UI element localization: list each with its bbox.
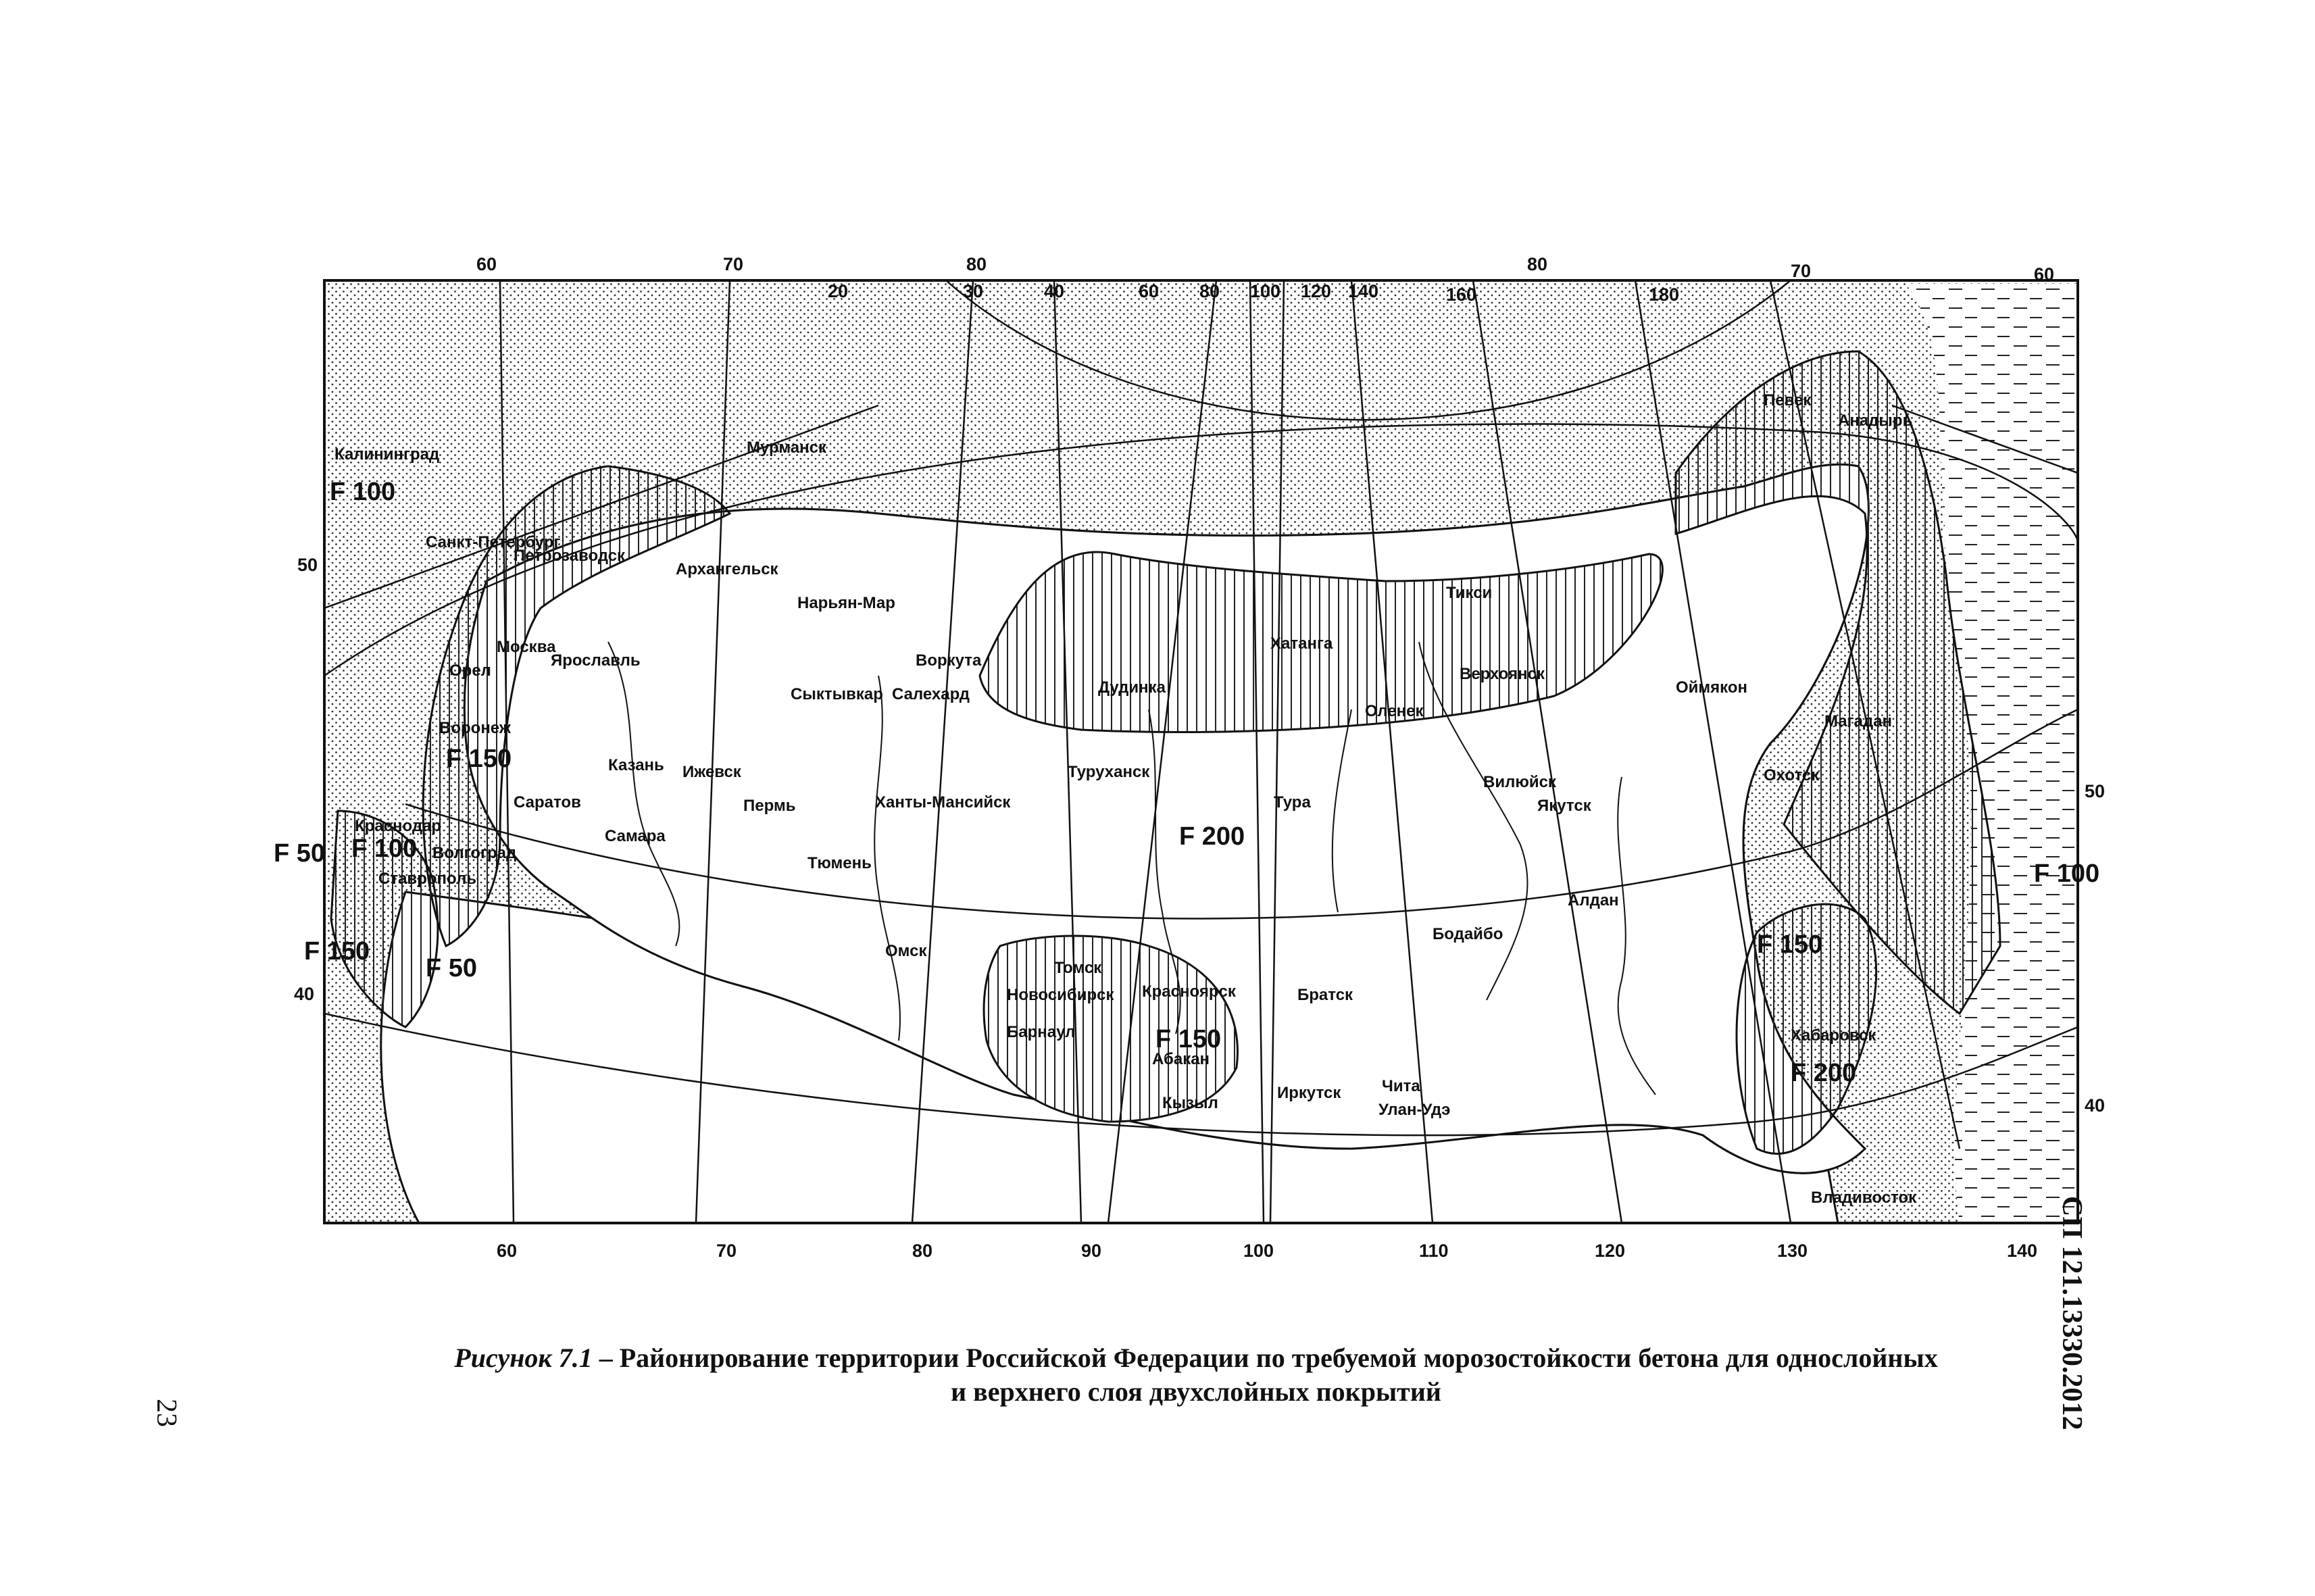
city-label-22: Тюмень <box>807 854 872 872</box>
tick-bottom-130: 130 <box>1777 1241 1808 1261</box>
zone-label-f150: F 150 <box>1155 1025 1222 1053</box>
city-label-35: Якутск <box>1537 797 1591 815</box>
tick-bottom-90: 90 <box>1081 1241 1102 1261</box>
city-label-25: Хатанга <box>1270 634 1333 653</box>
city-label-21: Ханты-Мансийск <box>875 793 1011 812</box>
page-number: 23 <box>151 1399 182 1427</box>
city-label-36: Тура <box>1274 793 1311 812</box>
city-label-48: Чита <box>1382 1077 1420 1095</box>
city-label-51: Владивосток <box>1811 1189 1917 1207</box>
zone-label-f200: F 200 <box>1179 822 1245 851</box>
tick-bottom-140: 140 <box>2007 1241 2038 1261</box>
city-label-3: Петрозаводск <box>514 547 626 565</box>
tick-meridians-140: 140 <box>1348 281 1379 301</box>
tick-bottom-120: 120 <box>1595 1241 1626 1261</box>
tick-bottom-70: 70 <box>716 1241 737 1261</box>
tick-meridians-100: 100 <box>1250 281 1281 301</box>
tick-top-60: 60 <box>476 254 497 274</box>
figure-caption-line1: Районирование территории Российской Федерации по требуемой морозостойкости бетона для однослойных <box>619 1343 1938 1373</box>
tick-bottom-60: 60 <box>497 1241 518 1261</box>
tick-meridians-30: 30 <box>963 281 984 301</box>
city-label-0: Калининград <box>334 445 440 464</box>
city-label-2: Санкт-Петербург <box>426 533 561 551</box>
figure-label: Рисунок 7.1 <box>454 1343 593 1373</box>
tick-left-50: 50 <box>297 555 318 575</box>
zone-label-f100: F 100 <box>351 834 418 863</box>
figure-caption-line2: и верхнего слоя двухслойных покрытий <box>951 1376 1441 1407</box>
city-label-39: Омск <box>885 942 927 960</box>
city-label-4: Архангельск <box>676 560 778 578</box>
city-label-16: Саратов <box>514 793 581 812</box>
city-label-26: Тикси <box>1446 584 1493 602</box>
zone-label-f150: F 150 <box>446 745 512 773</box>
city-label-5: Нарьян-Мар <box>797 594 895 612</box>
tick-top-70: 70 <box>1791 261 1812 281</box>
city-label-1: Мурманск <box>747 439 827 457</box>
city-label-9: Воронеж <box>439 719 511 737</box>
tick-meridians-120: 120 <box>1301 281 1332 301</box>
tick-bottom-80: 80 <box>912 1241 933 1261</box>
tick-meridians-20: 20 <box>828 281 849 301</box>
city-label-34: Вилюйск <box>1483 773 1556 791</box>
city-label-23: Туруханск <box>1068 763 1150 781</box>
city-label-43: Красноярск <box>1142 982 1236 1001</box>
tick-top-60: 60 <box>2034 264 2055 284</box>
city-label-40: Томск <box>1054 959 1102 977</box>
city-label-46: Братск <box>1297 986 1353 1004</box>
city-label-50: Хабаровск <box>1791 1026 1876 1045</box>
zone-label-f50: F 50 <box>274 839 326 868</box>
figure-caption <box>284 1341 2108 1409</box>
city-label-38: Бодайбо <box>1433 925 1503 943</box>
city-label-19: Волгоград <box>432 844 517 862</box>
city-label-30: Певек <box>1764 391 1812 409</box>
tick-meridians-180: 180 <box>1649 284 1680 305</box>
tick-meridians-80: 80 <box>1199 281 1220 301</box>
city-label-12: Салехард <box>892 685 970 703</box>
city-label-6: Москва <box>497 638 556 656</box>
city-label-29: Оймякон <box>1676 678 1748 697</box>
standard-code: СП 121.13330.2012 <box>2056 1196 2087 1430</box>
city-label-28: Верхоянск <box>1460 665 1545 683</box>
city-label-33: Охотск <box>1764 766 1820 784</box>
zone-label-f150: F 150 <box>304 937 370 966</box>
city-label-14: Ижевск <box>682 763 741 781</box>
zone-label-f150: F 150 <box>1757 930 1823 959</box>
city-label-10: Воркута <box>916 651 982 670</box>
city-label-45: Кызыл <box>1162 1094 1218 1112</box>
city-label-11: Сыктывкар <box>791 685 883 703</box>
city-label-31: Анадырь <box>1838 412 1913 430</box>
city-label-42: Барнаул <box>1007 1023 1076 1041</box>
tick-top-80: 80 <box>966 254 987 274</box>
city-label-18: Краснодар <box>355 817 442 835</box>
tick-right-40: 40 <box>2085 1095 2106 1116</box>
tick-bottom-100: 100 <box>1243 1241 1274 1261</box>
city-label-20: Ставрополь <box>378 870 477 888</box>
tick-top-80: 80 <box>1527 254 1548 274</box>
city-label-15: Пермь <box>743 797 796 815</box>
tick-left-40: 40 <box>294 984 315 1004</box>
tick-right-50: 50 <box>2085 781 2106 801</box>
city-label-7: Ярославль <box>551 651 641 670</box>
city-label-32: Магадан <box>1824 712 1893 730</box>
city-label-24: Дудинка <box>1098 678 1166 697</box>
city-label-41: Новосибирск <box>1007 986 1114 1004</box>
tick-meridians-40: 40 <box>1044 281 1065 301</box>
tick-top-70: 70 <box>723 254 744 274</box>
tick-meridians-160: 160 <box>1446 284 1477 305</box>
city-label-44: Абакан <box>1152 1050 1210 1068</box>
city-label-37: Алдан <box>1568 891 1619 909</box>
tick-meridians-60: 60 <box>1139 281 1160 301</box>
zone-label-f200: F 200 <box>1791 1059 1857 1087</box>
city-label-47: Иркутск <box>1277 1084 1341 1102</box>
figure-dash: – <box>592 1343 620 1373</box>
city-label-27: Оленек <box>1365 702 1424 720</box>
city-label-8: Орел <box>449 662 491 680</box>
city-label-49: Улан-Удэ <box>1378 1101 1451 1119</box>
zone-label-f100: F 100 <box>330 478 396 506</box>
tick-bottom-110: 110 <box>1419 1241 1449 1261</box>
zone-label-f100: F 100 <box>2034 859 2100 888</box>
city-label-13: Казань <box>608 756 664 774</box>
city-label-17: Самара <box>605 827 666 845</box>
zone-label-f50: F 50 <box>426 954 478 982</box>
